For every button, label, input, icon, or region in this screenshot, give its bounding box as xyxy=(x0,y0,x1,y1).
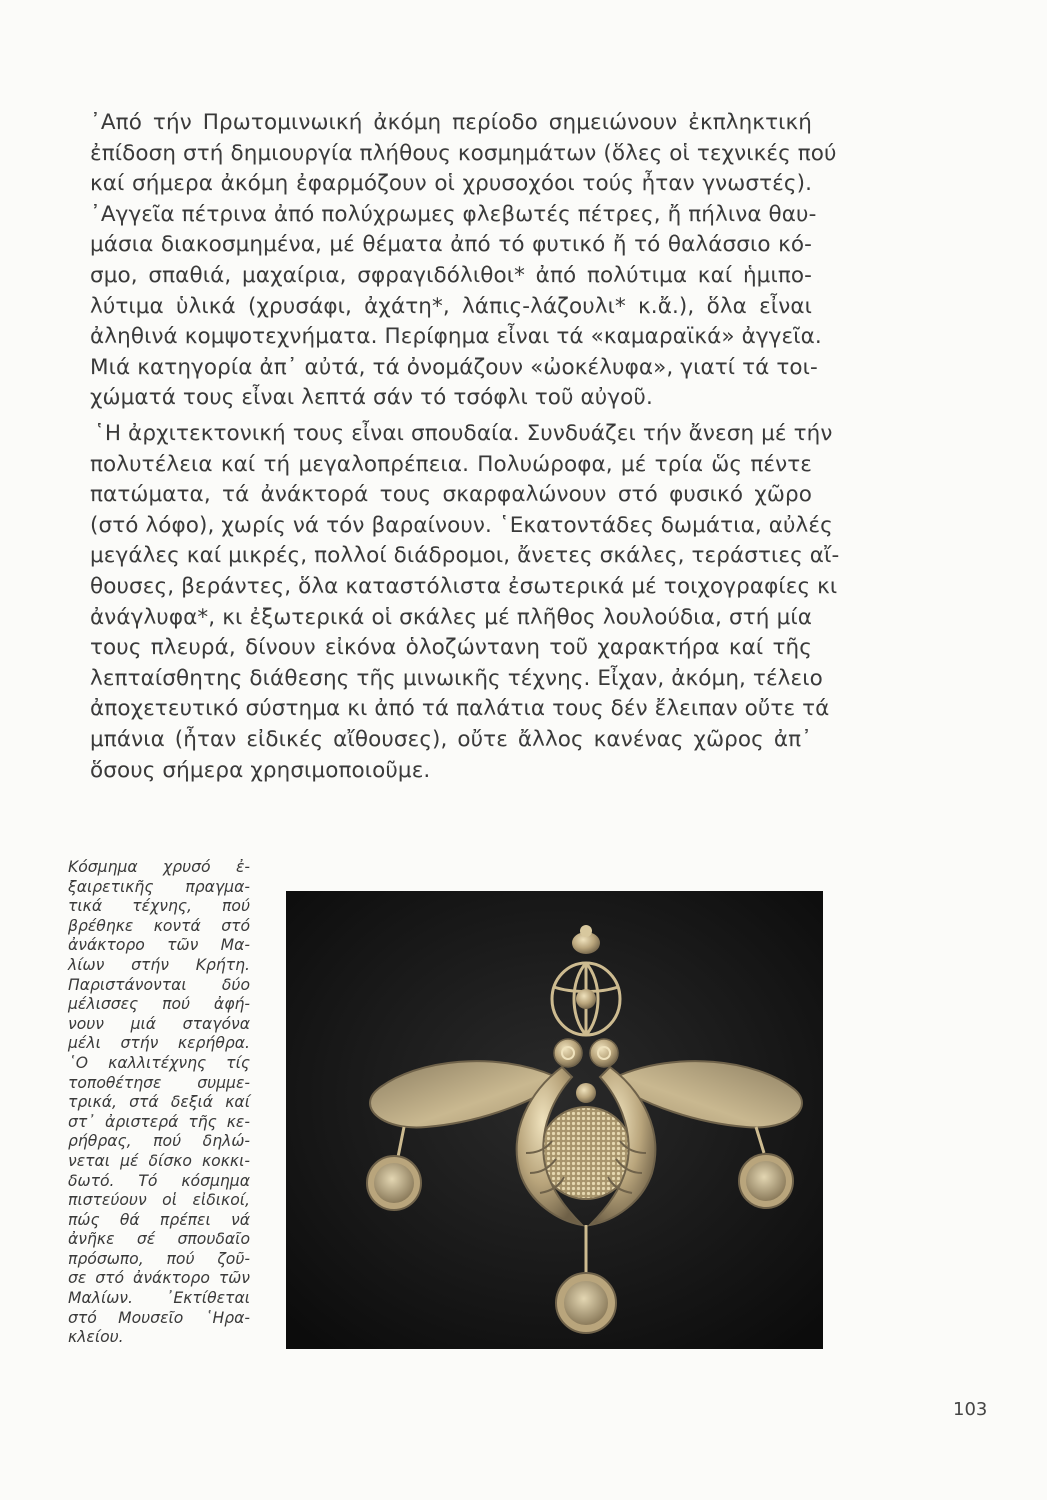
caption-line: βρέθηκε κοντά στό xyxy=(68,916,250,935)
text-line: Μιά κατηγορία ἀπ᾿ αὐτά, τά ὀνομάζουν «ὠοκέλυφα», γιατί τά τοι- xyxy=(90,354,818,380)
caption-line: μέλι στήν κερήθρα. xyxy=(68,1034,250,1053)
caption-line: πρόσωπο, πού ζοῦ- xyxy=(68,1249,250,1268)
caption-line: ξαιρετικῆς πραγμα- xyxy=(68,877,250,896)
caption-line: κλείου. xyxy=(68,1328,124,1347)
text-line: ᾿Από τήν Πρωτομινωική ἀκόμη περίοδο σημειώνουν ἐκπληκτική xyxy=(90,110,812,135)
caption-line: Μαλίων. ᾿Εκτίθεται xyxy=(68,1289,250,1308)
caption-line: δωτό. Τό κόσμημα xyxy=(68,1171,250,1190)
caption-line: τρικά, στά δεξιά καί xyxy=(68,1093,250,1112)
caption-line: τοποθέτησε συμμε- xyxy=(68,1073,250,1092)
text-line: καί σήμερα ἀκόμη ἐφαρμόζουν οἱ χρυσοχόοι τούς ἦταν γνωστές). xyxy=(90,171,812,197)
text-line: ᾿Αγγεῖα πέτρινα ἀπό πολύχρωμες φλεβωτές πέτρες, ἤ πήλινα θαυ- xyxy=(90,201,817,227)
caption-line: σε στό ἀνάκτορο τῶν xyxy=(68,1269,250,1288)
text-line: ἀνάγλυφα*, κι ἐξωτερικά οἱ σκάλες μέ πλῆθος λουλούδια, στή μία xyxy=(90,604,812,630)
text-line: λύτιμα ὑλικά (χρυσάφι, ἀχάτη*, λάπις-λάζουλι* κ.ἄ.), ὅλα εἶναι xyxy=(90,293,812,319)
caption-line: στό Μουσεῖο ῾Ηρα- xyxy=(68,1308,250,1327)
hanging-disc-left xyxy=(367,1156,421,1210)
text-line: ἀποχετευτικό σύστημα κι ἀπό τά παλάτια τους δέν ἔλειπαν οὔτε τά xyxy=(90,696,830,722)
text-line: ῾Η ἀρχιτεκτονική τους εἶναι σπουδαία. Συνδυάζει τήν ἄνεση μέ τήν xyxy=(94,421,833,446)
text-line: (στό λόφο), χωρίς νά τόν βαραίνουν. ῾Εκατοντάδες δωμάτια, αὐλές xyxy=(90,512,833,538)
caption-line: νεται μέ δίσκο κοκκι- xyxy=(68,1151,250,1170)
caption-line: ἀνάκτορο τῶν Μα- xyxy=(68,936,250,955)
caption-line: στ᾿ ἀριστερά τῆς κε- xyxy=(68,1112,250,1131)
caption-line: ρήθρας, πού δηλώ- xyxy=(68,1132,250,1151)
text-line: μάσια διακοσμημένα, μέ θέματα ἀπό τό φυτικό ἤ τό θαλάσσιο κό- xyxy=(90,232,812,258)
text-line: πολυτέλεια καί τή μεγαλοπρέπεια. Πολυώροφα, μέ τρία ὥς πέντε xyxy=(90,451,812,477)
caption-line: Κόσμημα χρυσό ἐ- xyxy=(68,858,250,876)
text-line: χώματά τους εἶναι λεπτά σάν τό τσόφλι τοῦ αὐγοῦ. xyxy=(90,385,653,411)
text-line: ἀληθινά κομψοτεχνήματα. Περίφημα εἶναι τά «καμαραϊκά» ἀγγεῖα. xyxy=(90,324,822,350)
body-paragraph-2 xyxy=(90,419,840,786)
text-line: πατώματα, τά ἀνάκτορά τους σκαρφαλώνουν στό φυσικό χῶρο xyxy=(90,482,812,508)
pendant-illustration xyxy=(286,891,823,1349)
text-line: σμο, σπαθιά, μαχαίρια, σφραγιδόλιθοι* ἀπό πολύτιμα καί ἡμιπο- xyxy=(90,262,812,288)
hanging-disc-center xyxy=(556,1273,616,1333)
caption-line: πιστεύουν οἱ εἰδικοί, xyxy=(68,1191,250,1210)
text-line: θουσες, βεράντες, ὅλα καταστόλιστα ἐσωτερικά μέ τοιχογραφίες κι xyxy=(90,573,838,599)
honeycomb-disc xyxy=(540,1107,632,1199)
body-paragraph-1 xyxy=(90,108,837,414)
text-line: μεγάλες καί μικρές, πολλοί διάδρομοι, ἄνετες σκάλες, τεράστιες αἴ- xyxy=(90,543,840,569)
caption-line: ῾Ο καλλιτέχνης τίς xyxy=(68,1053,250,1072)
caption-line: Παριστάνονται δύο xyxy=(68,975,250,994)
text-line: τους πλευρά, δίνουν εἰκόνα ὁλοζώντανη τοῦ χαρακτήρα καί τῆς xyxy=(90,635,812,661)
bee-pendant-photo xyxy=(286,891,823,1349)
text-line: ὅσους σήμερα χρησιμοποιοῦμε. xyxy=(90,757,431,783)
caption-line: τικά τέχνης, πού xyxy=(68,897,250,916)
text-line: λεπταίσθητης διάθεσης τῆς μινωικῆς τέχνης. Εἶχαν, ἀκόμη, τέλειο xyxy=(90,665,823,691)
caption-line: νουν μιά σταγόνα xyxy=(68,1014,250,1033)
photo-caption xyxy=(68,858,250,1348)
page-number: 103 xyxy=(953,1399,988,1420)
caption-line: πώς θά πρέπει νά xyxy=(68,1210,250,1229)
text-line: μπάνια (ἦταν εἰδικές αἴθουσες), οὔτε ἄλλος κανένας χῶρος ἀπ᾿ xyxy=(90,726,812,752)
caption-line: λίων στήν Κρήτη. xyxy=(68,955,250,974)
text-line: ἐπίδοση στή δημιουργία πλήθους κοσμημάτων (ὅλες οἱ τεχνικές πού xyxy=(90,140,837,166)
hanging-disc-right xyxy=(739,1154,793,1208)
caption-line: μέλισσες πού ἀφή- xyxy=(68,995,250,1014)
caption-line: ἀνῆκε σέ σπουδαῖο xyxy=(68,1230,250,1249)
